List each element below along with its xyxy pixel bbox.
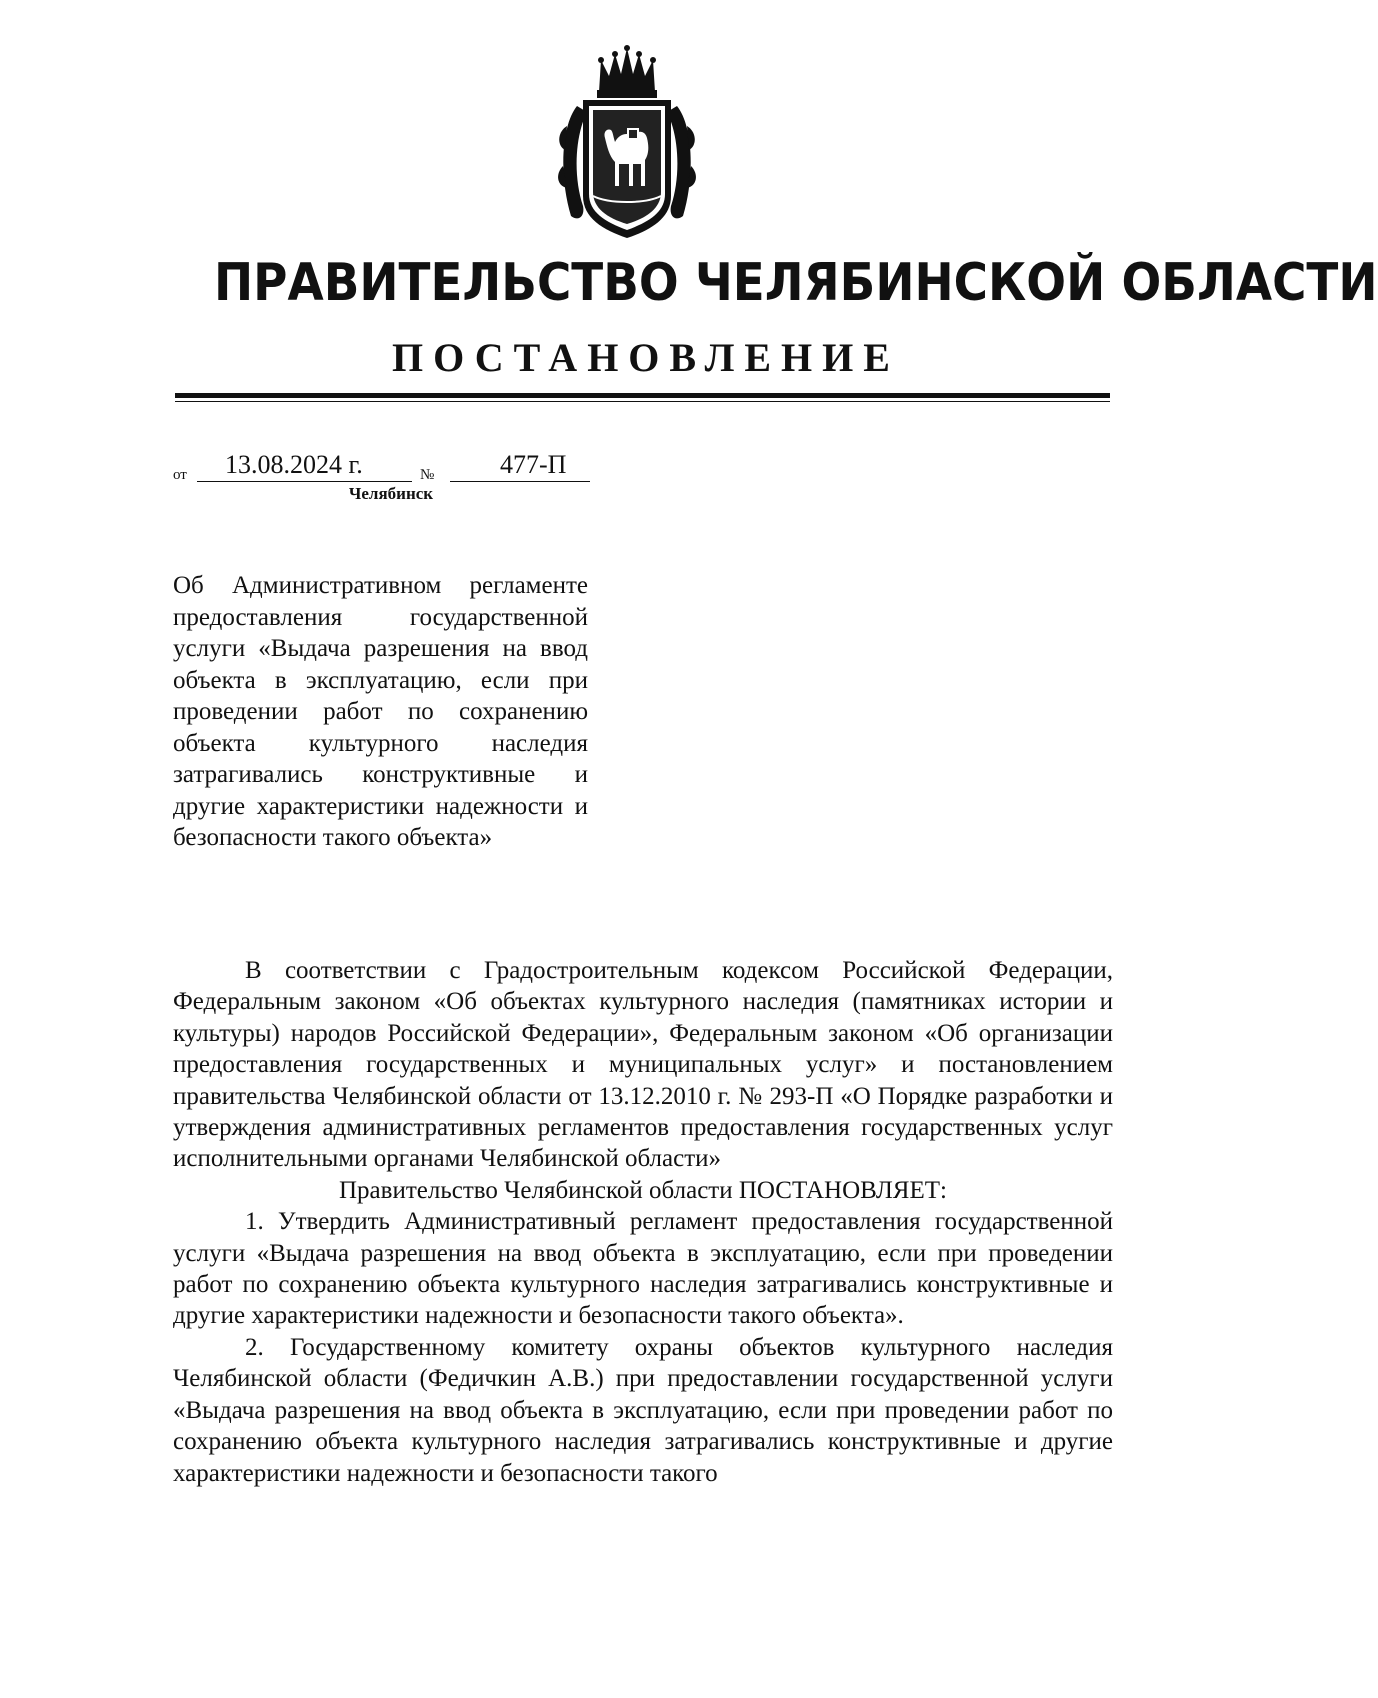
document-subject: Об Административном регламенте предоставления государственной услуги «Выдача разрешения на ввод объекта в эксплуатацию, если при проведении работ по сохранению объекта культурного наследия затрагивались конструктивные и другие характеристики надежности и безопасности такого объекта» bbox=[173, 572, 588, 851]
preamble-paragraph: В соответствии с Градостроительным кодексом Российской Федерации, Федеральным законом «Об объектах культурного наследия (памятниках истории и культуры) народов Российской Федерации», Федеральным законом «Об организации предоставления государственных и муниципальных услуг» и постановлением правительства Челябинской области от 13.12.2010 г. № 293-П «О Порядке разработки и утверждения административных регламентов предоставления государственных услуг исполнительными органами Челябинской области» bbox=[173, 957, 1113, 1173]
crown-icon bbox=[597, 45, 657, 98]
resolves-paragraph: Правительство Челябинской области ПОСТАНОВЛЯЕТ: bbox=[339, 1176, 947, 1204]
date-underline bbox=[197, 481, 412, 482]
document-type-title: ПОСТАНОВЛЕНИЕ bbox=[392, 335, 900, 380]
oak-wreath-right-icon bbox=[667, 106, 696, 218]
coat-of-arms-emblem bbox=[557, 46, 697, 242]
oak-wreath-left-icon bbox=[558, 106, 587, 218]
number-underline bbox=[450, 481, 590, 482]
organization-title: ПРАВИТЕЛЬСТВО ЧЕЛЯБИНСКОЙ ОБЛАСТИ bbox=[214, 253, 1378, 313]
document-number: 477-П bbox=[500, 450, 567, 479]
number-prefix-label: № bbox=[420, 467, 435, 483]
item-2-paragraph: 2. Государственному комитету охраны объектов культурного наследия Челябинской области (Федичкин А.В.) при предоставлении государственной услуги «Выдача разрешения на ввод объекта в эксплуатацию, если при проведении работ по сохранению объекта культурного наследия затрагивались конструктивные и другие характеристики надежности и безопасности такого bbox=[173, 1333, 1113, 1487]
document-body bbox=[173, 955, 1113, 1489]
header-divider-thick bbox=[175, 393, 1110, 398]
document-date: 13.08.2024 г. bbox=[225, 450, 363, 479]
date-prefix-label: от bbox=[173, 467, 187, 483]
header-divider-thin bbox=[175, 401, 1110, 402]
city-label: Челябинск bbox=[348, 484, 434, 503]
item-1-paragraph: 1. Утвердить Административный регламент предоставления государственной услуги «Выдача разрешения на ввод объекта в эксплуатацию, если при проведении работ по сохранению объекта культурного наследия затрагивались конструктивные и другие характеристики надежности и безопасности такого объекта». bbox=[173, 1208, 1113, 1330]
